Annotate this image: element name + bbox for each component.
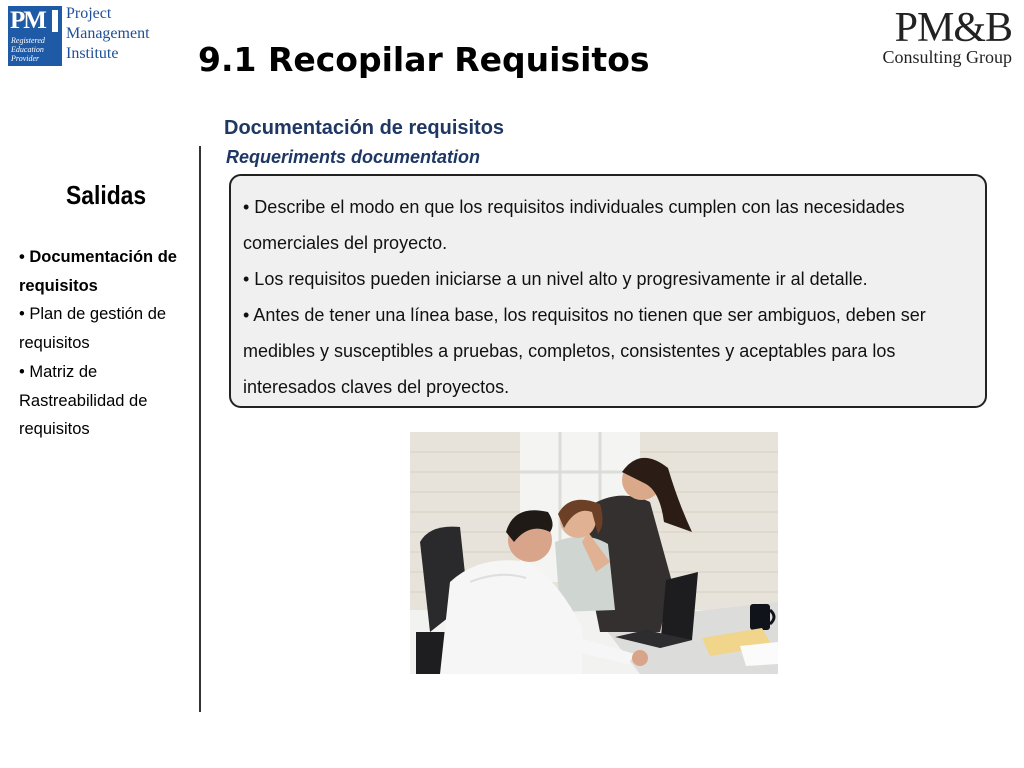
pmi-badge-line: Registered	[11, 36, 45, 45]
pmi-name-line: Project	[66, 5, 112, 22]
sidebar-item-plan-gestion: • Plan de gestión de requisitos	[19, 305, 167, 353]
pmb-logo-icon	[862, 6, 1012, 66]
pmi-mark-text: PM	[10, 7, 45, 34]
pmi-mark-bar	[52, 10, 58, 32]
pmi-logo-icon	[4, 2, 154, 68]
team-photo-illustration	[410, 432, 778, 674]
section-title: Documentación de requisitos	[224, 117, 505, 139]
pmi-badge-text	[11, 36, 61, 63]
bullet-item: • Antes de tener una línea base, los requisitos no tienen que ser ambiguos, deben ser medibles y susceptibles a pruebas, completos, consistentes y aceptables para los interesados claves del proyectos.	[243, 305, 926, 397]
pmi-badge	[8, 6, 62, 66]
page-title: 9.1 Recopilar Requisitos	[198, 40, 650, 79]
sidebar-item-documentacion: • Documentación de requisitos	[19, 248, 177, 295]
sidebar-list	[19, 243, 194, 444]
pmb-logo-name: PM&B	[894, 5, 1012, 51]
bullet-item: • Describe el modo en que los requisitos individuales cumplen con las necesidades comerciales del proyecto.	[243, 197, 905, 253]
pmi-badge-line: Provider	[11, 54, 40, 63]
sidebar-title: Salidas	[66, 180, 147, 210]
bullet-item: • Los requisitos pueden iniciarse a un nivel alto y progresivamente ir al detalle.	[243, 269, 868, 289]
pmi-badge-line: Education	[11, 45, 44, 54]
sidebar-item-matriz: • Matriz de Rastreabilidad de requisitos	[19, 362, 148, 439]
description-box	[229, 174, 987, 408]
pmb-logo-tagline: Consulting Group	[882, 47, 1012, 67]
pmi-name-line: Management	[66, 25, 150, 42]
vertical-divider	[199, 146, 201, 712]
team-photo	[410, 432, 778, 674]
pmi-name	[66, 4, 150, 64]
pmi-name-line: Institute	[66, 45, 119, 62]
section-subtitle: Requeriments documentation	[226, 147, 481, 167]
